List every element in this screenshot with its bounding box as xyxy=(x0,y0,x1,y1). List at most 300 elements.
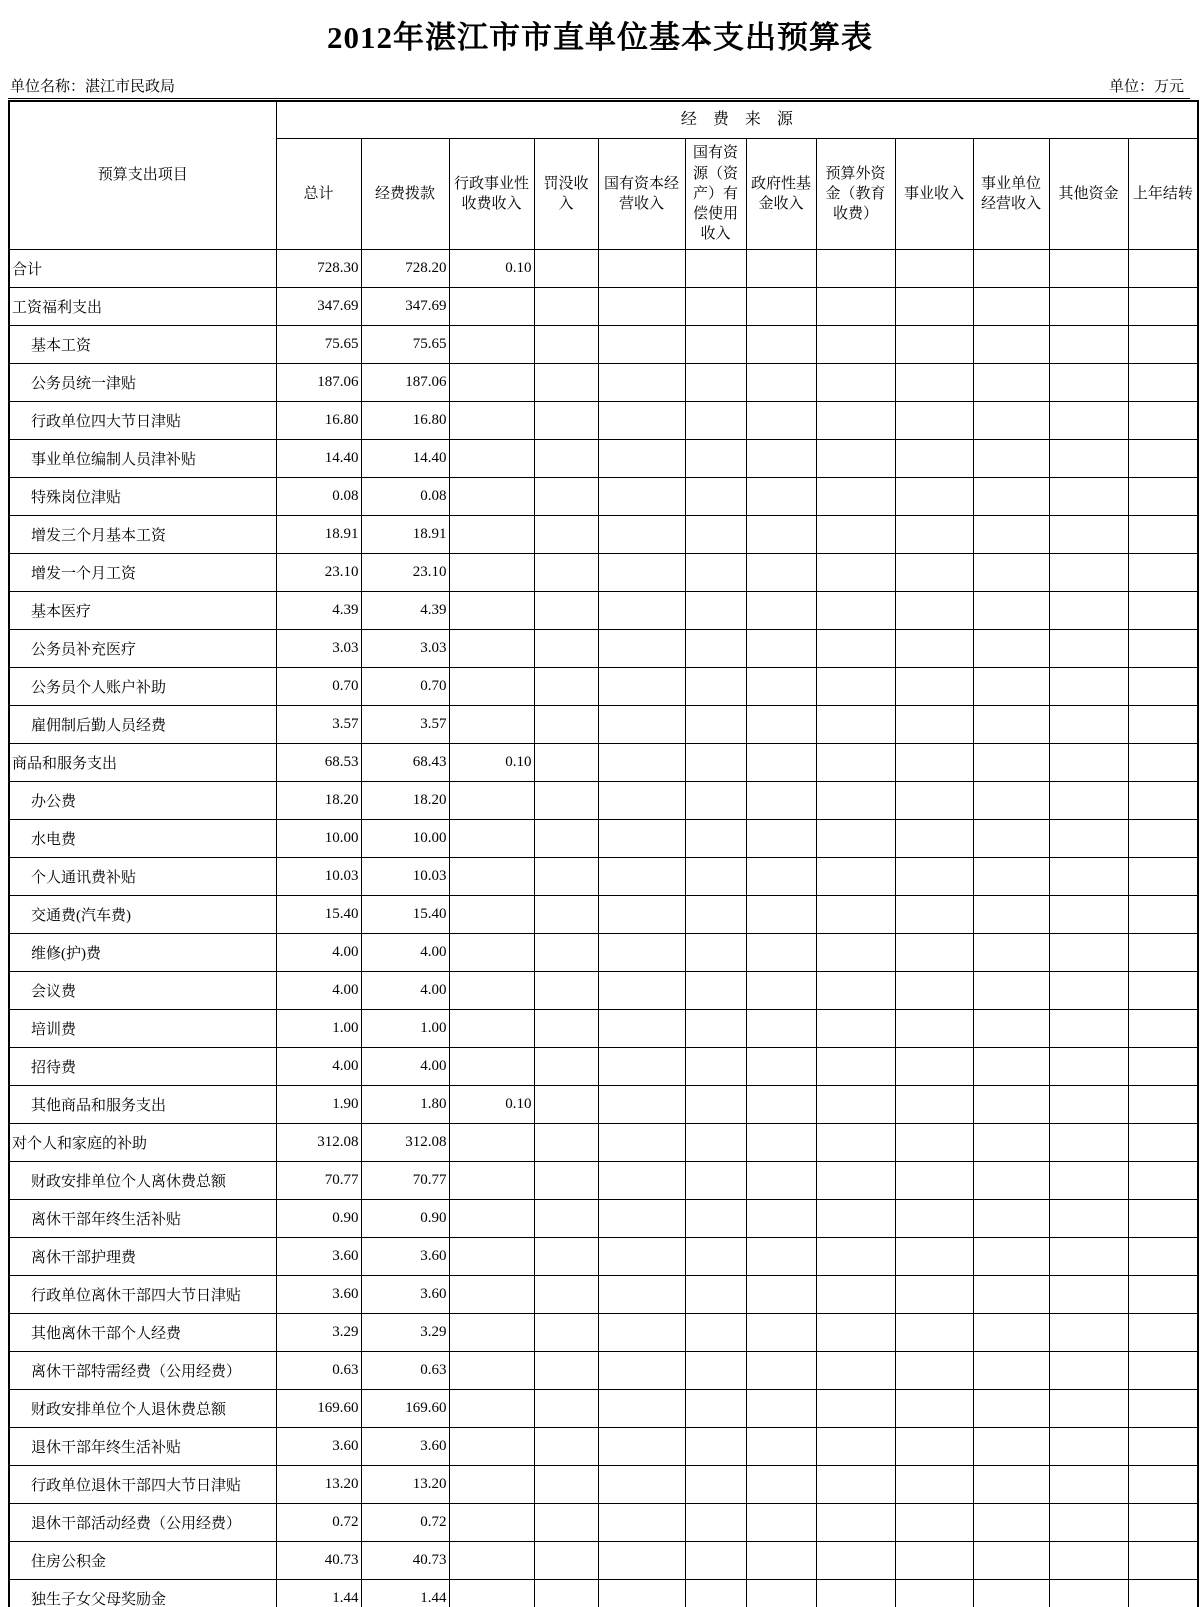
value-cell: 10.00 xyxy=(361,820,449,858)
value-cell xyxy=(895,858,973,896)
value-cell xyxy=(598,1048,685,1086)
value-cell: 4.00 xyxy=(276,934,361,972)
value-cell xyxy=(973,440,1049,478)
row-label: 维修(护)费 xyxy=(9,934,276,972)
value-cell xyxy=(895,1238,973,1276)
value-cell xyxy=(895,1162,973,1200)
value-cell xyxy=(598,820,685,858)
column-header-gov-fund-income: 政府性基金收入 xyxy=(746,139,816,250)
table-row xyxy=(9,934,1198,972)
value-cell xyxy=(895,516,973,554)
row-label: 对个人和家庭的补助 xyxy=(9,1124,276,1162)
row-label: 住房公积金 xyxy=(9,1542,276,1580)
value-cell xyxy=(598,934,685,972)
row-label: 商品和服务支出 xyxy=(9,744,276,782)
value-cell xyxy=(746,630,816,668)
value-cell xyxy=(598,744,685,782)
value-cell xyxy=(1128,706,1198,744)
row-label: 离休干部年终生活补贴 xyxy=(9,1200,276,1238)
value-cell xyxy=(746,1580,816,1607)
value-cell: 3.03 xyxy=(276,630,361,668)
row-label: 行政单位四大节日津贴 xyxy=(9,402,276,440)
table-row xyxy=(9,1466,1198,1504)
value-cell xyxy=(449,440,534,478)
value-cell xyxy=(534,1276,598,1314)
value-cell xyxy=(449,1314,534,1352)
value-cell: 0.10 xyxy=(449,250,534,288)
table-row xyxy=(9,250,1198,288)
value-cell: 13.20 xyxy=(276,1466,361,1504)
table-row xyxy=(9,1428,1198,1466)
value-cell xyxy=(685,706,746,744)
value-cell xyxy=(1049,1504,1128,1542)
value-cell xyxy=(895,934,973,972)
value-cell xyxy=(598,1314,685,1352)
value-cell xyxy=(746,896,816,934)
value-cell xyxy=(1049,402,1128,440)
value-cell xyxy=(534,250,598,288)
value-cell xyxy=(598,288,685,326)
row-label: 公务员补充医疗 xyxy=(9,630,276,668)
value-cell xyxy=(1128,972,1198,1010)
column-header-institution-operating-income: 事业单位经营收入 xyxy=(973,139,1049,250)
value-cell xyxy=(816,288,895,326)
budget-table xyxy=(8,100,1199,1607)
value-cell xyxy=(1049,1162,1128,1200)
value-cell xyxy=(534,896,598,934)
value-cell xyxy=(746,744,816,782)
value-cell xyxy=(973,1466,1049,1504)
value-cell xyxy=(746,1276,816,1314)
value-cell xyxy=(1128,934,1198,972)
value-cell: 14.40 xyxy=(276,440,361,478)
value-cell: 75.65 xyxy=(361,326,449,364)
value-cell xyxy=(1128,668,1198,706)
value-cell xyxy=(746,1428,816,1466)
value-cell xyxy=(449,1276,534,1314)
value-cell: 4.00 xyxy=(361,934,449,972)
value-cell xyxy=(449,592,534,630)
value-cell xyxy=(816,820,895,858)
value-cell xyxy=(598,896,685,934)
value-cell xyxy=(1049,1048,1128,1086)
value-cell: 4.39 xyxy=(361,592,449,630)
value-cell xyxy=(1049,592,1128,630)
value-cell: 4.00 xyxy=(276,972,361,1010)
value-cell xyxy=(746,1200,816,1238)
row-label: 基本工资 xyxy=(9,326,276,364)
value-cell xyxy=(534,1352,598,1390)
value-cell xyxy=(685,896,746,934)
value-cell xyxy=(973,934,1049,972)
value-cell xyxy=(816,440,895,478)
value-cell xyxy=(685,364,746,402)
value-cell xyxy=(598,554,685,592)
value-cell xyxy=(1128,1124,1198,1162)
value-cell xyxy=(534,630,598,668)
value-cell xyxy=(973,516,1049,554)
value-cell xyxy=(685,972,746,1010)
value-cell xyxy=(816,1276,895,1314)
value-cell: 0.72 xyxy=(361,1504,449,1542)
value-cell xyxy=(1128,592,1198,630)
value-cell xyxy=(449,934,534,972)
value-cell xyxy=(685,782,746,820)
value-cell xyxy=(1049,668,1128,706)
value-cell xyxy=(895,402,973,440)
value-cell xyxy=(534,1390,598,1428)
value-cell xyxy=(746,1314,816,1352)
value-cell xyxy=(449,1542,534,1580)
value-cell xyxy=(895,630,973,668)
value-cell xyxy=(685,1010,746,1048)
page-title: 2012年湛江市市直单位基本支出预算表 xyxy=(327,20,873,55)
value-cell xyxy=(598,440,685,478)
value-cell: 347.69 xyxy=(361,288,449,326)
value-cell: 3.29 xyxy=(276,1314,361,1352)
value-cell xyxy=(1128,858,1198,896)
value-cell: 18.20 xyxy=(361,782,449,820)
value-cell xyxy=(816,1010,895,1048)
value-cell xyxy=(1049,288,1128,326)
row-label: 离休干部护理费 xyxy=(9,1238,276,1276)
value-cell: 14.40 xyxy=(361,440,449,478)
value-cell: 0.63 xyxy=(361,1352,449,1390)
value-cell: 3.60 xyxy=(276,1238,361,1276)
column-header-admin-fee-income: 行政事业性收费收入 xyxy=(449,139,534,250)
value-cell xyxy=(449,706,534,744)
value-cell xyxy=(534,592,598,630)
table-row xyxy=(9,1238,1198,1276)
currency-unit-label: 单位：万元 xyxy=(1108,79,1184,95)
row-label: 会议费 xyxy=(9,972,276,1010)
table-row xyxy=(9,1010,1198,1048)
table-row xyxy=(9,1390,1198,1428)
value-cell xyxy=(1128,1314,1198,1352)
value-cell xyxy=(598,1276,685,1314)
value-cell: 3.60 xyxy=(361,1276,449,1314)
value-cell xyxy=(895,668,973,706)
value-cell xyxy=(598,1352,685,1390)
value-cell xyxy=(816,326,895,364)
value-cell xyxy=(534,516,598,554)
column-header-state-resource-income: 国有资源（资产）有偿使用收入 xyxy=(685,139,746,250)
value-cell xyxy=(1128,478,1198,516)
value-cell: 0.10 xyxy=(449,744,534,782)
row-label: 合计 xyxy=(9,250,276,288)
column-group-funding-sources: 经 费 来 源 xyxy=(276,101,1198,139)
value-cell xyxy=(685,1086,746,1124)
row-label: 特殊岗位津贴 xyxy=(9,478,276,516)
value-cell xyxy=(895,1048,973,1086)
value-cell xyxy=(816,896,895,934)
value-cell: 3.57 xyxy=(276,706,361,744)
value-cell xyxy=(973,1352,1049,1390)
value-cell xyxy=(449,972,534,1010)
value-cell xyxy=(685,1314,746,1352)
value-cell xyxy=(816,592,895,630)
row-label: 交通费(汽车费) xyxy=(9,896,276,934)
value-cell: 1.00 xyxy=(276,1010,361,1048)
table-row xyxy=(9,896,1198,934)
value-cell xyxy=(746,1542,816,1580)
value-cell xyxy=(449,1428,534,1466)
value-cell xyxy=(895,744,973,782)
value-cell: 13.20 xyxy=(361,1466,449,1504)
value-cell: 16.80 xyxy=(361,402,449,440)
value-cell xyxy=(1128,402,1198,440)
value-cell xyxy=(746,1466,816,1504)
value-cell xyxy=(973,820,1049,858)
value-cell xyxy=(746,1504,816,1542)
value-cell xyxy=(534,1466,598,1504)
value-cell xyxy=(598,402,685,440)
value-cell xyxy=(534,478,598,516)
value-cell: 1.44 xyxy=(361,1580,449,1607)
value-cell xyxy=(1128,1010,1198,1048)
value-cell xyxy=(746,782,816,820)
value-cell xyxy=(685,402,746,440)
row-label: 退休干部年终生活补贴 xyxy=(9,1428,276,1466)
value-cell xyxy=(1128,820,1198,858)
value-cell xyxy=(534,1580,598,1607)
value-cell: 3.60 xyxy=(276,1276,361,1314)
value-cell xyxy=(685,1542,746,1580)
value-cell xyxy=(685,1238,746,1276)
value-cell xyxy=(895,1504,973,1542)
value-cell xyxy=(816,1200,895,1238)
value-cell: 10.03 xyxy=(361,858,449,896)
value-cell: 187.06 xyxy=(361,364,449,402)
value-cell: 4.39 xyxy=(276,592,361,630)
value-cell xyxy=(895,554,973,592)
value-cell xyxy=(895,1580,973,1607)
value-cell: 3.57 xyxy=(361,706,449,744)
value-cell xyxy=(746,1162,816,1200)
value-cell xyxy=(1128,1086,1198,1124)
value-cell xyxy=(746,1124,816,1162)
value-cell xyxy=(816,1314,895,1352)
value-cell xyxy=(449,630,534,668)
value-cell xyxy=(1049,744,1128,782)
value-cell xyxy=(895,1466,973,1504)
value-cell xyxy=(895,478,973,516)
value-cell xyxy=(685,1048,746,1086)
row-label: 其他商品和服务支出 xyxy=(9,1086,276,1124)
value-cell xyxy=(746,1238,816,1276)
value-cell: 1.80 xyxy=(361,1086,449,1124)
value-cell xyxy=(534,1124,598,1162)
table-row xyxy=(9,592,1198,630)
value-cell xyxy=(534,934,598,972)
column-header-carryover: 上年结转 xyxy=(1128,139,1198,250)
column-header-extra-budget-funds: 预算外资金（教育收费） xyxy=(816,139,895,250)
value-cell xyxy=(1049,782,1128,820)
value-cell xyxy=(895,896,973,934)
value-cell xyxy=(746,326,816,364)
value-cell xyxy=(895,440,973,478)
value-cell xyxy=(685,516,746,554)
value-cell: 3.29 xyxy=(361,1314,449,1352)
table-row xyxy=(9,820,1198,858)
value-cell xyxy=(685,1200,746,1238)
value-cell xyxy=(1128,744,1198,782)
value-cell xyxy=(816,1048,895,1086)
row-label: 财政安排单位个人退休费总额 xyxy=(9,1390,276,1428)
row-label: 水电费 xyxy=(9,820,276,858)
value-cell xyxy=(534,1428,598,1466)
value-cell: 4.00 xyxy=(276,1048,361,1086)
value-cell xyxy=(534,744,598,782)
column-header-fines-income: 罚没收入 xyxy=(534,139,598,250)
value-cell xyxy=(973,1238,1049,1276)
table-row xyxy=(9,706,1198,744)
value-cell xyxy=(1049,630,1128,668)
value-cell xyxy=(816,934,895,972)
value-cell xyxy=(534,326,598,364)
value-cell xyxy=(534,554,598,592)
value-cell xyxy=(816,554,895,592)
value-cell xyxy=(534,1010,598,1048)
value-cell xyxy=(598,1200,685,1238)
value-cell xyxy=(598,858,685,896)
row-label: 事业单位编制人员津补贴 xyxy=(9,440,276,478)
value-cell xyxy=(598,782,685,820)
value-cell xyxy=(1049,1124,1128,1162)
value-cell xyxy=(895,1428,973,1466)
table-row xyxy=(9,402,1198,440)
value-cell: 1.90 xyxy=(276,1086,361,1124)
value-cell: 70.77 xyxy=(361,1162,449,1200)
header-row-group xyxy=(9,101,1198,139)
value-cell xyxy=(895,706,973,744)
row-label: 财政安排单位个人离休费总额 xyxy=(9,1162,276,1200)
value-cell xyxy=(973,1048,1049,1086)
value-cell: 312.08 xyxy=(276,1124,361,1162)
value-cell xyxy=(816,1428,895,1466)
value-cell xyxy=(534,402,598,440)
table-row xyxy=(9,1580,1198,1607)
value-cell xyxy=(598,1390,685,1428)
table-row xyxy=(9,1200,1198,1238)
value-cell xyxy=(449,1504,534,1542)
row-label: 基本医疗 xyxy=(9,592,276,630)
value-cell xyxy=(598,478,685,516)
value-cell: 40.73 xyxy=(361,1542,449,1580)
value-cell xyxy=(1049,896,1128,934)
value-cell xyxy=(895,250,973,288)
column-header-total: 总计 xyxy=(276,139,361,250)
row-label: 工资福利支出 xyxy=(9,288,276,326)
table-row xyxy=(9,478,1198,516)
value-cell xyxy=(895,1200,973,1238)
value-cell xyxy=(746,250,816,288)
value-cell xyxy=(1128,1276,1198,1314)
value-cell xyxy=(1049,1542,1128,1580)
value-cell xyxy=(895,1314,973,1352)
value-cell xyxy=(973,972,1049,1010)
value-cell xyxy=(534,440,598,478)
value-cell xyxy=(598,326,685,364)
value-cell: 1.44 xyxy=(276,1580,361,1607)
value-cell xyxy=(685,1504,746,1542)
value-cell xyxy=(895,1124,973,1162)
value-cell xyxy=(746,1352,816,1390)
row-label: 行政单位离休干部四大节日津贴 xyxy=(9,1276,276,1314)
row-label: 培训费 xyxy=(9,1010,276,1048)
value-cell xyxy=(685,1276,746,1314)
value-cell xyxy=(449,1124,534,1162)
value-cell xyxy=(449,858,534,896)
value-cell xyxy=(449,554,534,592)
value-cell xyxy=(1049,326,1128,364)
value-cell: 68.43 xyxy=(361,744,449,782)
value-cell xyxy=(685,326,746,364)
value-cell xyxy=(598,706,685,744)
value-cell xyxy=(816,1162,895,1200)
value-cell xyxy=(1049,250,1128,288)
value-cell xyxy=(598,972,685,1010)
table-row xyxy=(9,1086,1198,1124)
table-row xyxy=(9,1276,1198,1314)
value-cell xyxy=(534,364,598,402)
value-cell: 187.06 xyxy=(276,364,361,402)
value-cell xyxy=(816,364,895,402)
value-cell xyxy=(1049,972,1128,1010)
value-cell: 18.91 xyxy=(361,516,449,554)
meta-bar xyxy=(8,75,1190,99)
table-header xyxy=(9,101,1198,250)
value-cell xyxy=(973,402,1049,440)
value-cell xyxy=(1049,1352,1128,1390)
value-cell xyxy=(685,288,746,326)
value-cell: 15.40 xyxy=(361,896,449,934)
value-cell xyxy=(534,1048,598,1086)
value-cell xyxy=(1049,1390,1128,1428)
value-cell xyxy=(1128,782,1198,820)
value-cell xyxy=(685,1162,746,1200)
value-cell xyxy=(746,1010,816,1048)
value-cell xyxy=(895,288,973,326)
value-cell xyxy=(598,1124,685,1162)
value-cell xyxy=(816,782,895,820)
value-cell xyxy=(816,858,895,896)
value-cell xyxy=(895,972,973,1010)
row-label: 增发三个月基本工资 xyxy=(9,516,276,554)
value-cell: 728.30 xyxy=(276,250,361,288)
value-cell xyxy=(816,1466,895,1504)
value-cell xyxy=(746,820,816,858)
value-cell xyxy=(449,516,534,554)
value-cell xyxy=(816,668,895,706)
value-cell xyxy=(1128,1352,1198,1390)
value-cell xyxy=(1049,934,1128,972)
value-cell xyxy=(685,478,746,516)
value-cell xyxy=(816,1352,895,1390)
value-cell xyxy=(598,1238,685,1276)
value-cell xyxy=(1128,630,1198,668)
value-cell: 169.60 xyxy=(361,1390,449,1428)
table-row xyxy=(9,326,1198,364)
value-cell xyxy=(449,1466,534,1504)
value-cell xyxy=(895,1390,973,1428)
value-cell xyxy=(534,1200,598,1238)
value-cell xyxy=(534,1504,598,1542)
row-label: 个人通讯费补贴 xyxy=(9,858,276,896)
row-label: 雇佣制后勤人员经费 xyxy=(9,706,276,744)
value-cell xyxy=(895,820,973,858)
value-cell xyxy=(973,630,1049,668)
